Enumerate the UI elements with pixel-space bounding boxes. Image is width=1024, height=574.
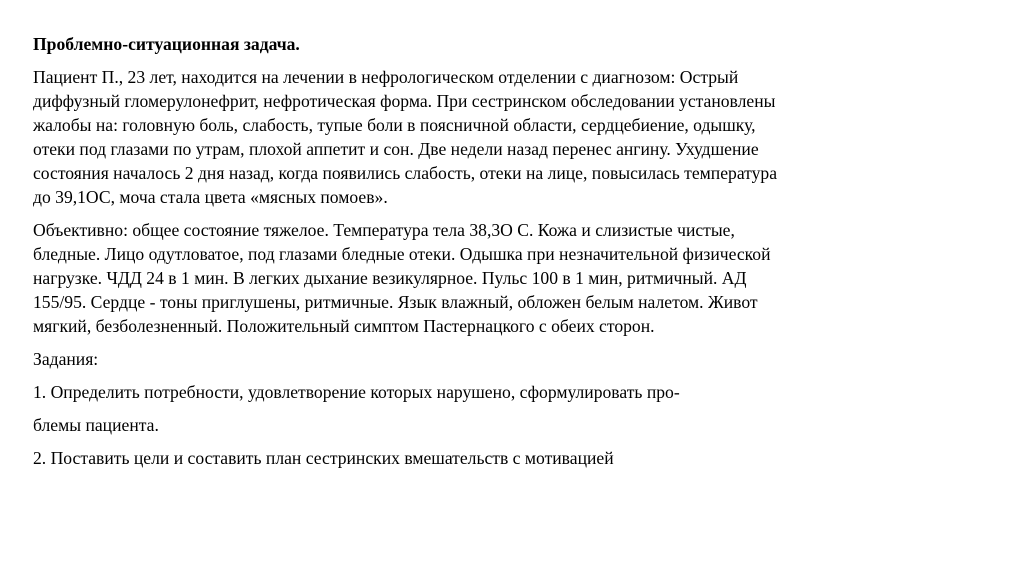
text-line: бледные. Лицо одутловатое, под глазами бледные отеки. Одышка при незначительной физической	[33, 244, 771, 264]
text-line: мягкий, безболезненный. Положительный симптом Пастернацкого с обеих сторон.	[33, 316, 655, 336]
task-1-line-2: блемы пациента.	[33, 415, 159, 435]
text-line: 155/95. Сердце - тоны приглушены, ритмичные. Язык влажный, обложен белым налетом. Живот	[33, 292, 758, 312]
task-2: 2. Поставить цели и составить план сестринских вмешательств с мотивацией	[33, 448, 614, 468]
tasks-heading: Задания:	[33, 349, 99, 369]
text-line: состояния началось 2 дня назад, когда появились слабость, отеки на лице, повысилась температура	[33, 163, 778, 183]
patient-history-paragraph	[33, 65, 993, 209]
text-line: до 39,1ОС, моча стала цвета «мясных помоев».	[33, 187, 388, 207]
task-1-line-1: 1. Определить потребности, удовлетворение которых нарушено, сформулировать про-	[33, 382, 680, 402]
task-title: Проблемно-ситуационная задача.	[33, 34, 300, 54]
slide-content	[33, 32, 993, 479]
text-line: нагрузке. ЧДД 24 в 1 мин. В легких дыхание везикулярное. Пульс 100 в 1 мин, ритмичный. АД	[33, 268, 747, 288]
text-line: диффузный гломерулонефрит, нефротическая форма. При сестринском обследовании установлены	[33, 91, 776, 111]
text-line: Объективно: общее состояние тяжелое. Температура тела 38,3О С. Кожа и слизистые чистые,	[33, 220, 735, 240]
objective-exam-paragraph	[33, 218, 993, 338]
text-line: отеки под глазами по утрам, плохой аппетит и сон. Две недели назад перенес ангину. Ухудшение	[33, 139, 759, 159]
text-line: Пациент П., 23 лет, находится на лечении в нефрологическом отделении с диагнозом: Острый	[33, 67, 739, 87]
text-line: жалобы на: головную боль, слабость, тупые боли в поясничной области, сердцебиение, одышку,	[33, 115, 756, 135]
